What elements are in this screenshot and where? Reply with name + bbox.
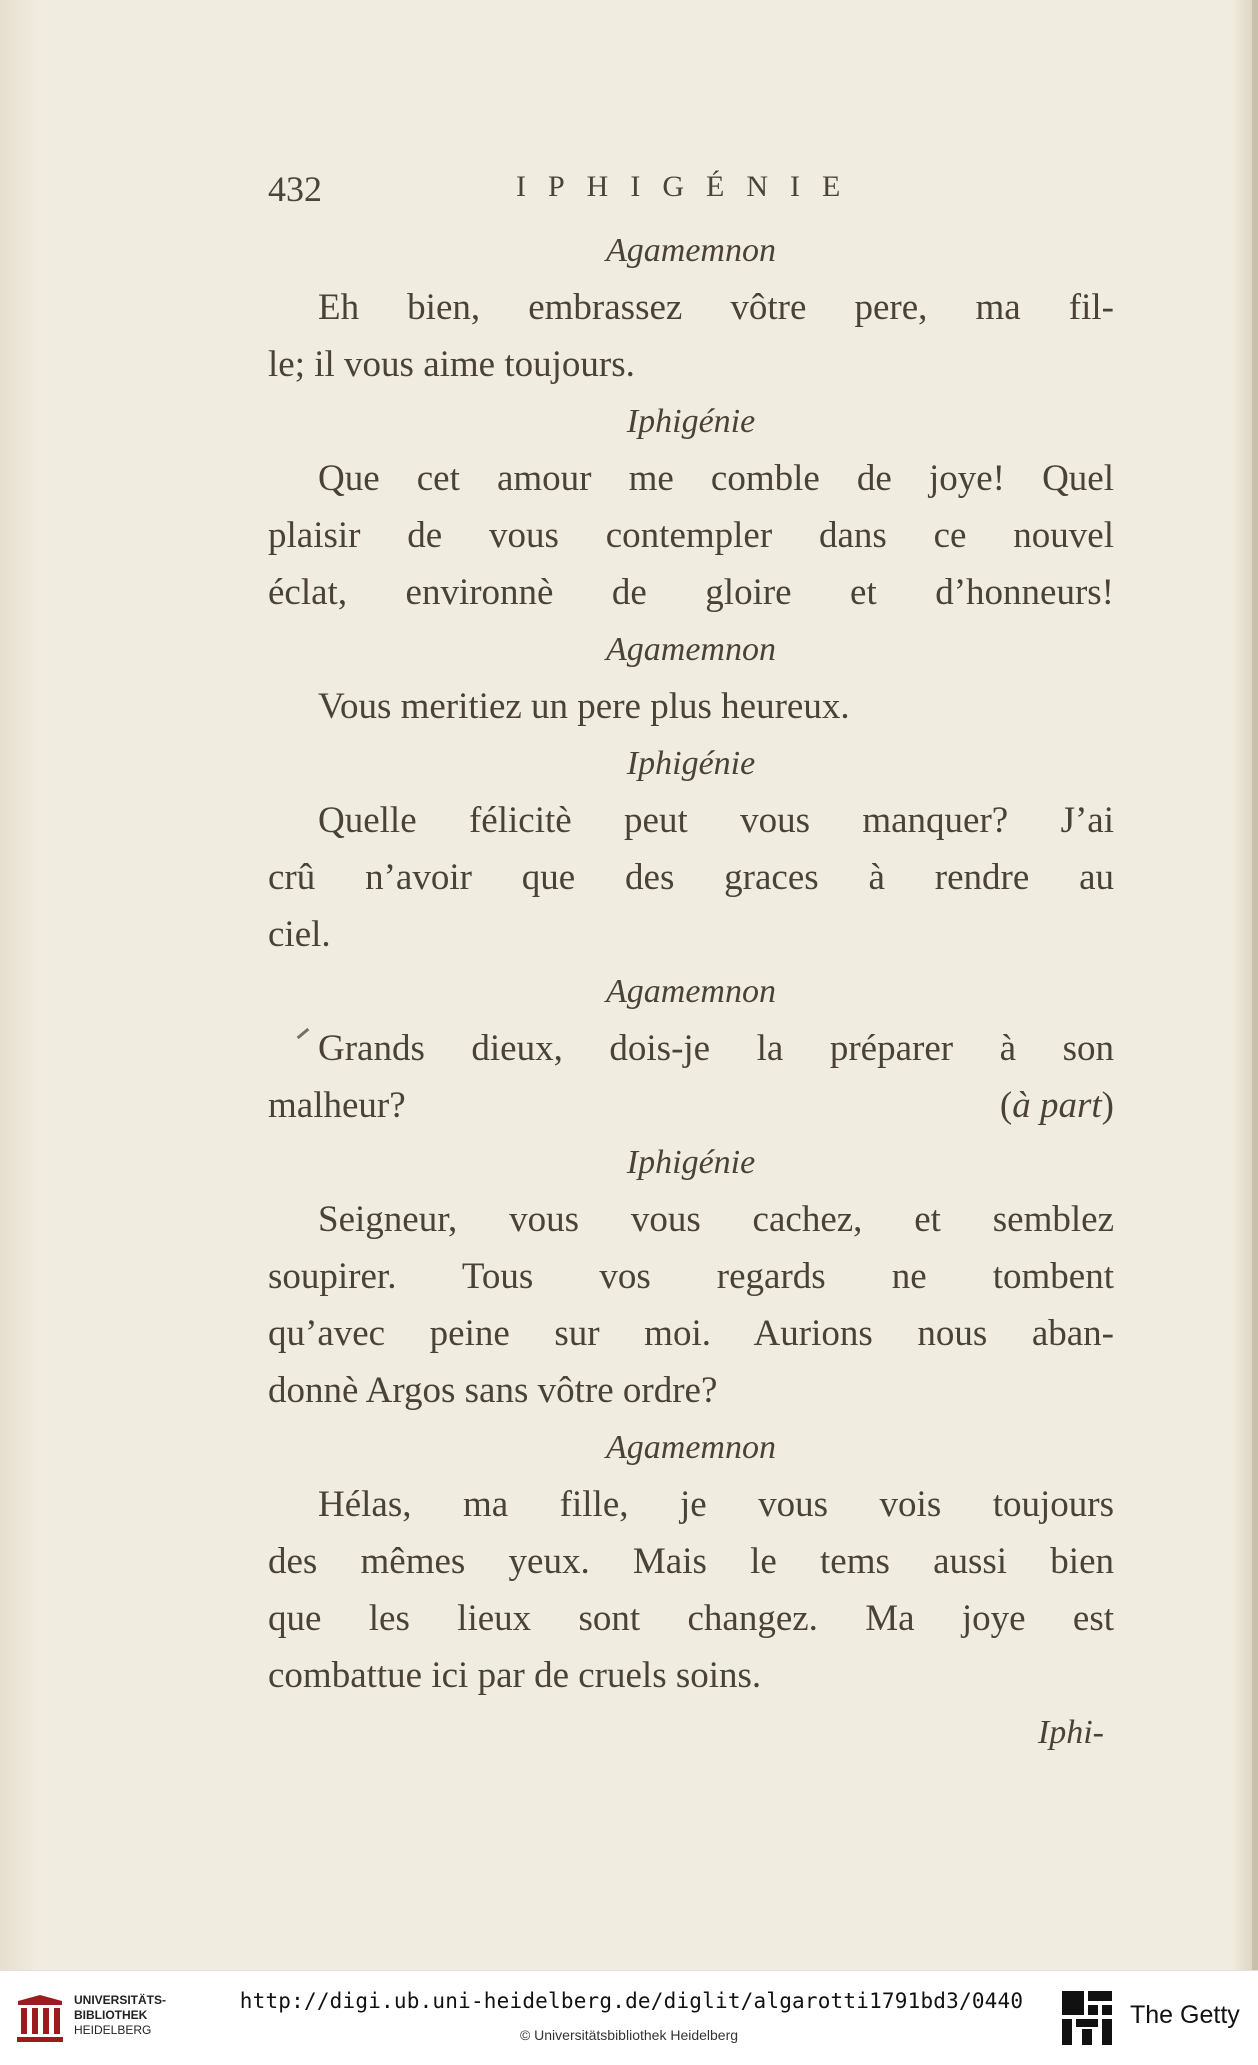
- text-line: que les lieux sont changez. Ma joye est: [268, 1598, 1114, 1639]
- text-line: Vous meritiez un pere plus heureux.: [318, 686, 850, 727]
- copyright-notice: © Universitätsbibliothek Heidelberg: [519, 2027, 739, 2043]
- speaker-name: Agamemnon: [606, 232, 776, 269]
- text-line: plaisir de vous contempler dans ce nouvel: [268, 515, 1114, 556]
- text-line: crû n’avoir que des graces à rendre au: [268, 857, 1114, 898]
- permalink-link[interactable]: http://digi.ub.uni-heidelberg.de/diglit/algarotti1791bd3/0440: [239, 1989, 1024, 2013]
- aside-text: à part: [1012, 1085, 1102, 1126]
- speaker-name: Agamemnon: [606, 1429, 776, 1466]
- text-line: combattue ici par de cruels soins.: [268, 1655, 762, 1696]
- library-name-line: UNIVERSITÄTS-: [74, 1993, 167, 2007]
- speaker-name: Agamemnon: [606, 973, 776, 1010]
- text-line: éclat, environnè de gloire et d’honneurs!: [268, 572, 1114, 613]
- getty-logo-icon: [1060, 1989, 1114, 2047]
- text-line: soupirer. Tous vos regards ne tombent: [268, 1256, 1114, 1297]
- text-line: Seigneur, vous vous cachez, et semblez: [318, 1199, 1114, 1240]
- getty-name: The Getty: [1130, 2001, 1240, 2029]
- speaker-name: Agamemnon: [606, 631, 776, 668]
- text-line: [268, 1077, 1114, 1134]
- running-title: IPHIGÉNIE: [516, 170, 863, 203]
- line-text: malheur?: [268, 1085, 406, 1126]
- text-line: Hélas, ma fille, je vous vois toujours: [318, 1484, 1114, 1525]
- text-line: des mêmes yeux. Mais le tems aussi bien: [268, 1541, 1114, 1582]
- speaker-name: Iphigénie: [626, 403, 756, 440]
- text-line: Quelle félicitè peut vous manquer? J’ai: [318, 800, 1114, 841]
- running-header: [268, 168, 1128, 218]
- library-name-line: HEIDELBERG: [74, 2023, 152, 2037]
- play-text: [268, 222, 1114, 1761]
- aside-close-paren: ): [1101, 1085, 1114, 1126]
- text-line: Grands dieux, dois-je la préparer à son: [318, 1028, 1114, 1069]
- stage-direction: [1000, 1077, 1114, 1134]
- text-line: Eh bien, embrassez vôtre pere, ma fil-: [318, 287, 1114, 328]
- speaker-name: Iphigénie: [626, 745, 756, 782]
- page-shadow-left: [0, 0, 40, 1970]
- catchword: Iphi-: [1037, 1714, 1104, 1751]
- text-line: ciel.: [268, 914, 331, 955]
- text-line: donnè Argos sans vôtre ordre?: [268, 1370, 718, 1411]
- aside-open-paren: (: [999, 1085, 1013, 1126]
- footer-bar: [0, 1970, 1258, 2065]
- page-number: 432: [268, 169, 322, 209]
- text-line: le; il vous aime toujours.: [268, 344, 635, 385]
- text-line: qu’avec peine sur moi. Aurions nous aban-: [268, 1313, 1114, 1354]
- text-line: Que cet amour me comble de joye! Quel: [318, 458, 1114, 499]
- page-edge: [1252, 0, 1258, 1970]
- speaker-name: Iphigénie: [626, 1144, 756, 1181]
- library-name-line: BIBLIOTHEK: [74, 2008, 148, 2022]
